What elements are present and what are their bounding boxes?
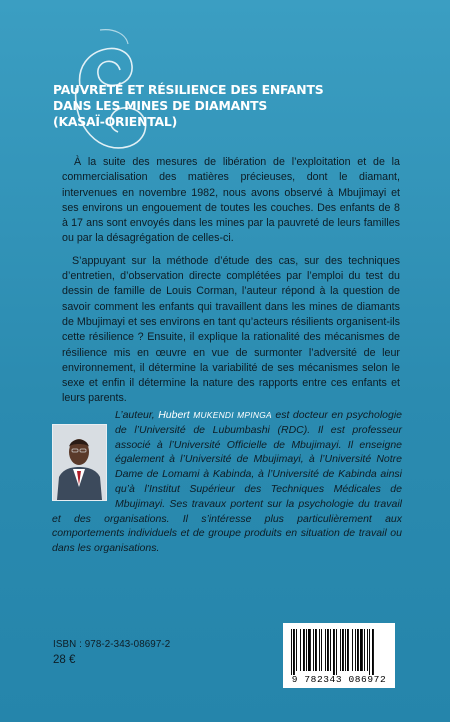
barcode-bar	[333, 629, 335, 675]
barcode-bar	[315, 629, 317, 671]
barcode-bar	[306, 629, 307, 671]
barcode-bar	[369, 629, 370, 675]
barcode-bar	[330, 629, 331, 671]
barcode-bar	[340, 629, 341, 671]
author-surname: MUKENDI MPINGA	[193, 410, 272, 420]
title-line-3: (KASAÏ-ORIENTAL)	[53, 114, 178, 129]
barcode-bar	[357, 629, 359, 671]
barcode-bar	[342, 629, 344, 671]
barcode-bars	[289, 629, 389, 675]
author-photo	[52, 424, 107, 501]
barcode-bar	[308, 629, 311, 671]
barcode-bar	[321, 629, 322, 671]
barcode-bar	[336, 629, 337, 675]
author-intro: L’auteur,	[115, 409, 159, 421]
author-portrait-image	[53, 425, 106, 500]
barcode-bar	[355, 629, 356, 671]
author-bio-text: est docteur en psychologie de l’Université de Lubumbashi (RDC). Il est professeur associé à l’Université Officielle de Mbujimayi. Il enseigne également à l’Université de Mbujimayi, à l’Université Notre Dame de Lomami à Kabinda, à l’Université de Kabinda ainsi qu’à l’Institut Supérieur des Techniques Médicales de Mbujimayi. Ses travaux portent sur la psychologie du travail et des organisations. Il s’intéresse plus particulièrement aux comportements individuels et de groupe produits en situation de travail ou dans les organisations.	[52, 409, 402, 555]
author-first-name: Hubert	[158, 409, 194, 421]
barcode-bar	[347, 629, 349, 671]
barcode-bar	[364, 629, 365, 671]
author-name	[158, 409, 272, 421]
barcode	[283, 623, 395, 688]
isbn: ISBN : 978-2-343-08697-2	[53, 639, 171, 650]
barcode-bar	[325, 629, 326, 671]
barcode-bar	[367, 629, 368, 671]
barcode-bar	[327, 629, 329, 671]
barcode-bar	[291, 629, 292, 675]
barcode-bar	[296, 629, 297, 671]
book-title	[53, 82, 353, 130]
barcode-bar	[313, 629, 314, 671]
summary-paragraph-2: S’appuyant sur la méthode d’étude des cas, sur des techniques d’entretien, d’observation directe complétées par l’emploi du test du dessin de famille de Louis Corman, l’auteur répond à la question de savoir comment les enfants qui travaillent dans les mines de diamants de Mbujimayi et ses environs en tant qu’acteurs résilients organisent-ils cette résilience ? Ensuite, il explique la rationalité des mécanismes de résilience mis en œuvre en vue de surmonter l’adversité de leur environnement, il détermine la variabilité de ses mécanismes selon le sexe et enfin il détermine la nature des rapports entre ces enfants et leurs parents.	[62, 254, 400, 405]
price: 28 €	[53, 654, 76, 666]
barcode-bar	[352, 629, 353, 671]
barcode-digits: 9 782343 086972	[291, 674, 387, 685]
book-summary	[62, 155, 400, 414]
barcode-bar	[293, 629, 295, 675]
title-line-1: PAUVRETÉ ET RÉSILIENCE DES ENFANTS	[53, 82, 324, 97]
barcode-bar	[360, 629, 363, 671]
title-line-2: DANS LES MINES DE DIAMANTS	[53, 98, 268, 113]
author-bio	[52, 408, 402, 556]
barcode-bar	[319, 629, 320, 671]
barcode-bar	[372, 629, 374, 675]
barcode-bar	[300, 629, 301, 671]
barcode-bar	[345, 629, 346, 671]
barcode-bar	[303, 629, 305, 671]
summary-paragraph-1: À la suite des mesures de libération de l’exploitation et de la commercialisation des matières précieuses, dont le diamant, intervenues en novembre 1982, nous avons observé à Mbujimayi et ses environs un engouement de toutes les couches. Des enfants de 8 à 17 ans sont envoyés dans les mines par la pauvreté de leurs familles ou par la désagrégation de celles-ci.	[62, 156, 400, 245]
